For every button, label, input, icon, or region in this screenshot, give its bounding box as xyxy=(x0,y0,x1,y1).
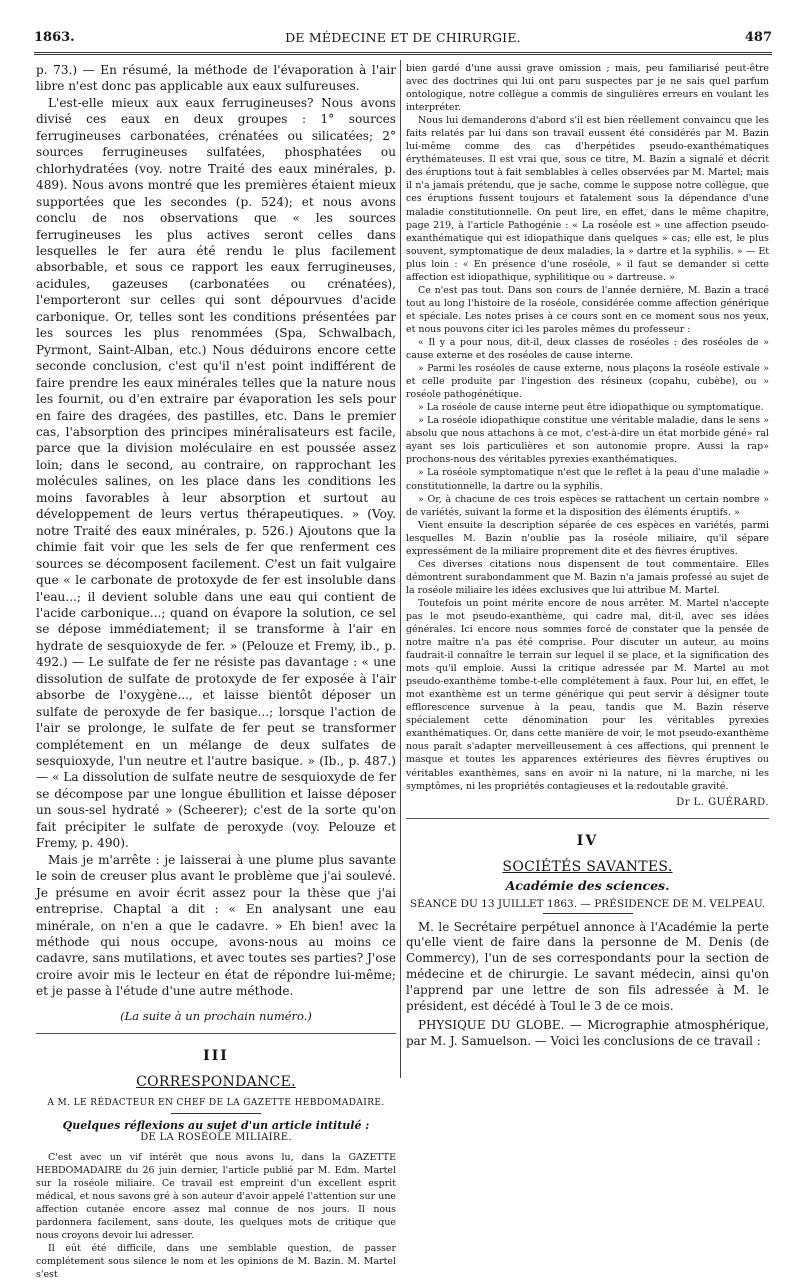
academy-title: Académie des sciences. xyxy=(505,877,670,893)
left-column xyxy=(36,62,396,1281)
header-rule-double xyxy=(34,54,772,55)
section-number-iv: IV xyxy=(576,832,599,849)
right-paragraph-1: bien gardé d'une aussi grave omission ; mais, peu familiarisé peut-être avec des doctrines qui lui ont paru suspectes par je ne sais quel parfum ontologique, notre collègue a commis de singulières erreurs en voulant les interpréter. xyxy=(406,63,769,114)
author-signature: Dr L. GUÉRARD. xyxy=(676,796,769,808)
right-column xyxy=(406,62,769,1050)
continued-notice: (La suite à un prochain numéro.) xyxy=(120,1008,312,1023)
right-quote-4: » La roséole idiopathique constitue une véritable maladie, dans le sens » absolu que nous attachons à ce mot, c'est-à-dire un état morbide géné» ral ayant ses lois particulières et son autonomie propre. Aussi la rap» prochons-nous des véritables pyrexies exanthématiques. xyxy=(406,415,769,466)
section-number-iii: III xyxy=(203,1047,229,1064)
seance-line: SÉANCE DU 13 JUILLET 1863. — PRÉSIDENCE DE M. VELPEAU. xyxy=(409,897,766,910)
left-paragraph-2: L'est-elle mieux aux eaux ferrugineuses? Nous avons divisé ces eaux en deux groupes : 1° sources ferrugineuses carbonatées, crénatées ou silicatées; 2° sources ferrugineuses sulfatées, phosphatées ou chlorhydratées (voy. notre Traité des eaux minérales, p. 489). Nous avons montré que les premières étaient mieux supportées que les secondes (p. 524); et nous avons conclu de nos observations que « les sources ferrugineuses les plus actives seront celles dans lesquelles le fer aura été rendu le plus facilement absorbable, et sous ce rapport les eaux ferrugineuses, acidules, gazeuses (carbonatées ou crénatées), l'emporteront sur celles qui sont dépourvues d'acide carbonique. Or, telles sont les conditions présentées par les sources les plus renommées (Spa, Schwalbach, Pyrmont, Saint-Alban, etc.) Nous déduirons encore cette seconde conclusion, c'est qu'il n'est point indifférent de faire prendre les eaux minérales telles que la nature nous les fournit, ou d'en extraire par évaporation les sels pour en faire des dragées, des pastilles, etc. Dans le premier cas, l'absorption des principes minéralisateurs est facile, parce que la division moléculaire en est poussée assez loin; dans le second, au contraire, on rapprochant les molécules salines, on les place dans les conditions les moins favorables à leur absorption et surtout au développement de leurs vertus thérapeutiques. » (Voy. notre Traité des eaux minérales, p. 526.) Ajoutons que la chimie fait voir que les sels de fer que renferment ces sources se décomposent facilement. C'est un fait vulgaire que « le carbonate de protoxyde de fer est insoluble dans l'eau...; il devient soluble dans une eau qui contient de l'acide carbonique...; quand on évapore la solution, ce sel se dépose immédiatement; il se transforme à l'air en hydrate de sesquioxyde de fer. » (Pelouze et Fremy, ib., p. 492.) — Le sulfate de fer ne résiste pas davantage : « une dissolution de sulfate de protoxyde de fer exposée à l'air absorbe de l'oxygène..., et laisse bientôt déposer un sulfate de peroxyde de fer basique...; lorsque l'action de l'air se prolonge, le sulfate de fer peut se transformer complétement en un mélange de deux sulfates de sesquioxyde, l'un neutre et l'autre basique. » (Ib., p. 487.) — « La dissolution de sulfate neutre de sesquioxyde de fer se décompose par une longue ébullition et laisse déposer un sous-sel hydraté » (Scheerer); c'est de la sorte qu'on fait précipiter le sulfate de peroxyde (voy. Pelouze et Fremy, p. 490). xyxy=(36,95,396,851)
left-paragraph-1: p. 73.) — En résumé, la méthode de l'évaporation à l'air libre n'est donc pas applicable aux eaux sulfureuses. xyxy=(36,63,396,94)
column-divider xyxy=(400,60,401,1078)
page-number: 487 xyxy=(744,30,772,45)
right-quote-3: » La roséole de cause interne peut être idiopathique ou symptomatique. xyxy=(418,402,764,414)
header-rule xyxy=(34,52,772,53)
right-paragraph-2: Nous lui demanderons d'abord s'il est bien réellement convaincu que les faits relatés par lui dans son travail eussent été considérés par M. Bazin lui-même comme des cas d'herpétides pseudo-exanthématiques érythémateuses. Il est vrai que, sous ce titre, M. Bazin a signalé et décrit des éruptions tout à fait semblables à celles observées par M. Martel; mais il n'a jamais prétendu, que je sache, comme le suppose notre collègue, que ces éruptions fussent toujours et fatalement sous la dépendance d'une maladie constitutionnelle. On peut lire, en effet, dans le même chapitre, page 219, à l'article Pathogénie : « La roséole est » une affection pseudo-exanthématique qui est idiopathique dans quelques » cas; elle est, le plus souvent, symptomatique de deux maladies, la » dartre et la syphilis. » — Et plus loin : « En présence d'une roséole, » il faut se demander si cette affection est idiopathique, syphilitique ou » dartreuse. » xyxy=(406,115,769,283)
right-quote-1: « Il y a pour nous, dit-il, deux classes de roséoles : des roséoles de » cause externe et des roséoles de cause interne. xyxy=(406,336,769,362)
article-subtitle: DE LA ROSÉOLE MILIAIRE. xyxy=(140,1131,292,1143)
letter-paragraph-2: Il eût été difficile, dans une semblable question, de passer complétement sous silence le nom et les opinions de M. Bazin. M. Martel s'est xyxy=(36,1243,396,1281)
article-title: Quelques réflexions au sujet d'un article intitulé : xyxy=(62,1118,370,1132)
header-title: DE MÉDECINE ET DE CHIRURGIE. xyxy=(285,30,521,45)
letter-paragraph-1: C'est avec un vif intérêt que nous avons lu, dans la GAZETTE HEBDOMADAIRE du 26 juin dernier, l'article publié par M. Edm. Martel sur la roséole miliaire. Ce travail est empreint d'un excellent esprit médical, et nous savons gré à son auteur d'avoir appelé l'attention sur une affection cutanée encore assez mal connue de nos jours. Il nous pardonnera facilement, sans doute, les quelques mots de critique que nous croyons devoir lui adresser. xyxy=(36,1151,396,1242)
section-title-societes: SOCIÉTÉS SAVANTES. xyxy=(502,858,673,875)
left-paragraph-3: Mais je m'arrête : je laisserai à une plume plus savante le soin de creuser plus avant le problème que j'ai soulevé. Je présume en avoir écrit assez pour la thèse que j'ai entreprise. Chaptal a dit : « En analysant une eau minérale, on n'en a que le cadavre. » Eh bien! avec la méthode qui nous occupe, avons-nous au moins ce cadavre, sans mutilations, et avec toutes ses parties? J'ose croire avoir mis le lecteur en état de répondre lui-même; et je passe à l'étude d'une autre méthode. xyxy=(36,852,396,999)
right-paragraph-5: Ces diverses citations nous dispensent de tout commentaire. Elles démontrent surabondamment que M. Bazin n'a jamais professé au sujet de la roséole miliaire les idées exclusives que lui attribue M. Martel. xyxy=(406,558,769,596)
header-year: 1863. xyxy=(34,30,75,45)
right-quote-5: » La roséole symptomatique n'est que le reflet à la peau d'une maladie » constitutionnelle, la dartre ou la syphilis. xyxy=(406,467,769,492)
academy-paragraph-2: PHYSIQUE DU GLOBE. — Micrographie atmosphérique, par M. J. Samuelson. — Voici les conclusions de ce travail : xyxy=(406,1018,769,1049)
section-title-correspondance: CORRESPONDANCE. xyxy=(136,1073,296,1090)
right-quote-2: » Parmi les roséoles de cause externe, nous plaçons la roséole estivale » et celle produite par l'ingestion des résineux (copahu, cubèbe), ou » roséole pathogénétique. xyxy=(406,363,769,401)
right-quote-6: » Or, à chacune de ces trois espèces se rattachent un certain nombre » de variétés, suivant la forme et la disposition des éléments éruptifs. » xyxy=(406,493,769,518)
academy-paragraph-1: M. le Secrétaire perpétuel annonce à l'Académie la perte qu'elle vient de faire dans la personne de M. Denis (de Commercy), l'un de ses correspondants pour la section de médecine et de chirurgie. Le savant médecin, ainsi qu'on l'apprend par une lettre de son fils adressée à M. le président, est décédé à Toul le 3 de ce mois. xyxy=(406,919,769,1013)
right-paragraph-3: Ce n'est pas tout. Dans son cours de l'année dernière, M. Bazin a tracé tout au long l'histoire de la roséole, considérée comme affection générique et spéciale. Les notes prises à ce cours sont en ce moment sous nos yeux, et nous pouvons citer ici les paroles mêmes du professeur : xyxy=(406,284,769,335)
right-paragraph-6: Toutefois un point mérite encore de nous arrêter. M. Martel n'accepte pas le mot pseudo-exanthème, qui cadre mal, dit-il, avec ses idées générales. Ici encore nous sommes forcé de constater que la pensée de notre maître n'a pas été comprise. Pour discuter un auteur, au moins faudrait-il connaître le terrain sur lequel il se place, et la signification des mots qu'il emploie. Aussi la critique adressée par M. Martel au mot pseudo-exanthème tombe-t-elle complétement à faux. Pour lui, en effet, le mot exanthème est un terme générique qui peut servir à désigner toute efflorescence survenue à la peau, tandis que M. Bazin réserve spécialement cette dénomination pour les véritables pyrexies exanthématiques. Or, dans cette manière de voir, le mot pseudo-exanthème nous paraît s'adapter merveilleusement à ces affections, qui prennent le masque et toutes les apparences extérieures des fièvres éruptives ou véritables exanthèmes, sans en avoir ni la nature, ni la marche, ni les symptômes, ni les propriétés contagieuses et la redoutable gravité. xyxy=(406,597,769,792)
letter-addressee: A M. LE RÉDACTEUR EN CHEF DE LA GAZETTE HEBDOMADAIRE. xyxy=(47,1097,385,1108)
right-paragraph-4: Vient ensuite la description séparée de ces espèces en variétés, parmi lesquelles M. Bazin n'oublie pas la roséole miliaire, qu'il sépare expressément de la miliaire proprement dite et des fièvres éruptives. xyxy=(406,519,769,557)
running-header xyxy=(34,30,772,48)
